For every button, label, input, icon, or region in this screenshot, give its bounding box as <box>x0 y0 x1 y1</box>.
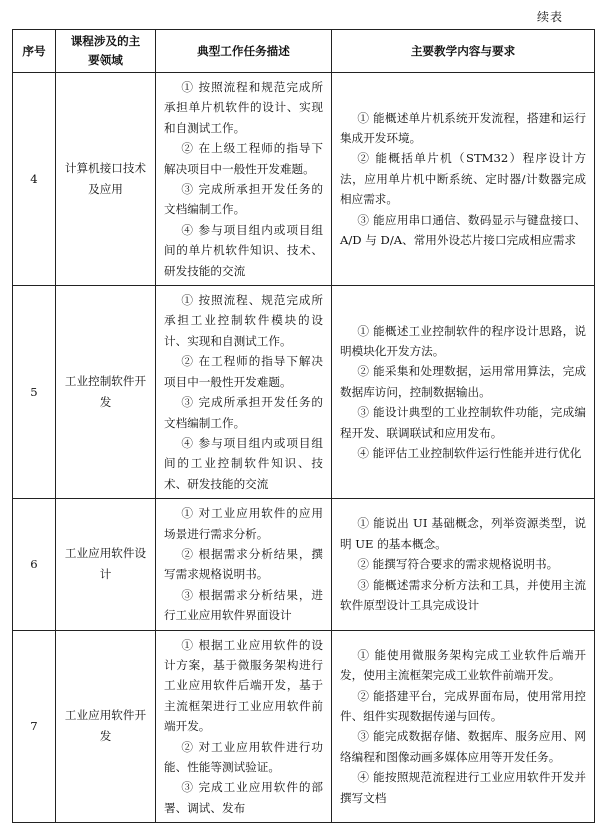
table-header-row <box>13 30 595 73</box>
task-item: ② 在上级工程师的指导下解决项目中一般性开发难题。 <box>164 141 323 176</box>
content-item: ② 能概括单片机（STM32）程序设计方法，应用单片机中断系统、定时器/计数器完成相应需求。 <box>340 151 586 207</box>
table-row <box>13 630 595 823</box>
content-item: ④ 能评估工业控制软件运行性能并进行优化 <box>357 446 582 461</box>
row-content <box>332 499 595 630</box>
content-item: ③ 能应用串口通信、数码显示与键盘接口、A/D 与 D/A、常用外设芯片接口完成相应需求 <box>340 212 586 248</box>
row-area: 计算机接口技术及应用 <box>56 73 156 286</box>
task-item: ① 按照流程、规范完成所承担工业控制软件模块的设计、实现和自测试工作。 <box>164 293 323 348</box>
task-item: ① 按照流程和规范完成所承担单片机软件的设计、实现和自测试工作。 <box>164 80 323 135</box>
row-content <box>332 630 595 823</box>
content-item: ④ 能按照规范流程进行工业应用软件开发并撰写文档 <box>340 770 586 805</box>
task-item: ① 根据工业应用软件的设计方案，基于微服务架构进行工业应用软件后端开发，基于主流框架进行工业应用软件前端开发。 <box>164 637 323 734</box>
curriculum-table <box>12 29 595 823</box>
content-item: ② 能采集和处理数据，运用常用算法，完成数据库访问，控制数据输出。 <box>340 364 586 399</box>
table-row <box>13 286 595 499</box>
content-item: ① 能概述单片机系统开发流程，搭建和运行集成开发环境。 <box>340 110 586 146</box>
row-area: 工业控制软件开发 <box>56 286 156 499</box>
table-row <box>13 499 595 630</box>
row-tasks <box>156 286 332 499</box>
header-index: 序号 <box>13 30 56 73</box>
row-index: 7 <box>13 630 56 823</box>
task-item: ② 对工业应用软件进行功能、性能等测试验证。 <box>164 739 323 774</box>
task-item: ④ 参与项目组内或项目组间的工业控制软件知识、技术、研发技能的交流 <box>164 435 323 491</box>
content-item: ① 能概述工业控制软件的程序设计思路，说明模块化开发方法。 <box>340 323 586 359</box>
row-tasks <box>156 73 332 286</box>
row-tasks <box>156 499 332 630</box>
content-item: ③ 能概述需求分析方法和工具，并使用主流软件原型设计工具完成设计 <box>340 577 586 612</box>
row-content <box>332 286 595 499</box>
task-item: ③ 完成工业应用软件的部署、调试、发布 <box>164 780 323 815</box>
content-item: ② 能搭建平台，完成界面布局，使用常用控件、组件实现数据传递与回传。 <box>340 688 586 723</box>
row-area: 工业应用软件设计 <box>56 499 156 630</box>
task-item: ① 对工业应用软件的应用场景进行需求分析。 <box>164 506 323 541</box>
task-item: ② 根据需求分析结果，撰写需求规格说明书。 <box>164 546 323 582</box>
continued-label: 续表 <box>536 10 563 24</box>
header-tasks: 典型工作任务描述 <box>156 30 332 73</box>
task-item: ② 在工程师的指导下解决项目中一般性开发难题。 <box>164 354 323 389</box>
content-item: ③ 能完成数据存储、数据库、服务应用、网络编程和图像动画多媒体应用等开发任务。 <box>340 729 586 764</box>
task-item: ③ 完成所承担开发任务的文档编制工作。 <box>164 182 323 217</box>
content-item: ② 能撰写符合要求的需求规格说明书。 <box>357 557 559 572</box>
row-content <box>332 73 595 286</box>
task-item: ③ 完成所承担开发任务的文档编制工作。 <box>164 395 323 430</box>
row-tasks <box>156 630 332 823</box>
content-item: ① 能说出 UI 基础概念，列举资源类型，说明 UE 的基本概念。 <box>340 516 586 551</box>
header-content: 主要教学内容与要求 <box>332 30 595 73</box>
row-index: 6 <box>13 499 56 630</box>
row-index: 4 <box>13 73 56 286</box>
task-item: ③ 根据需求分析结果，进行工业应用软件界面设计 <box>164 587 323 623</box>
content-item: ① 能使用微服务架构完成工业软件后端开发，使用主流框架完成工业软件前端开发。 <box>340 647 586 683</box>
task-item: ④ 参与项目组内或项目组间的单片机软件知识、技术、研发技能的交流 <box>164 222 323 278</box>
row-area: 工业应用软件开发 <box>56 630 156 823</box>
table-row <box>13 73 595 286</box>
row-index: 5 <box>13 286 56 499</box>
content-item: ③ 能设计典型的工业控制软件功能，完成编程开发、联调联试和应用发布。 <box>340 405 586 440</box>
header-area: 课程涉及的主要领域 <box>56 30 156 73</box>
